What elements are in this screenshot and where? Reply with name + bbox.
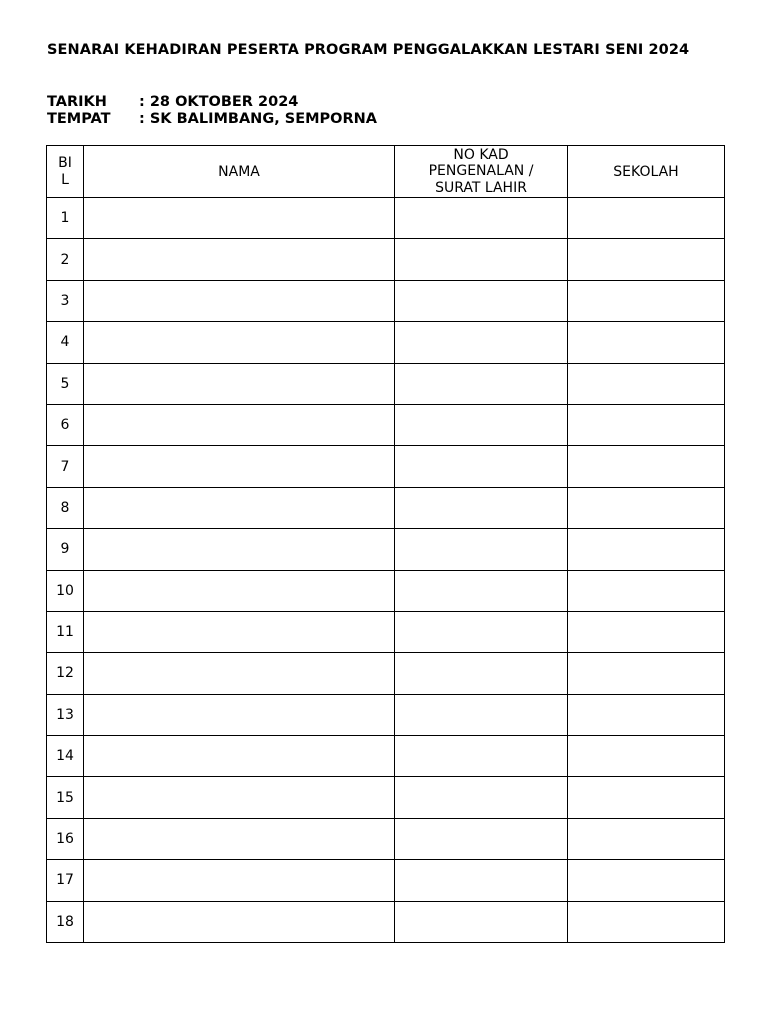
- cell-nama[interactable]: [84, 198, 395, 239]
- cell-ic[interactable]: [395, 860, 568, 901]
- cell-sekolah[interactable]: [568, 446, 725, 487]
- cell-nama[interactable]: [84, 611, 395, 652]
- date-label: TARIKH: [47, 94, 107, 110]
- cell-bil: 15: [47, 777, 84, 818]
- cell-ic[interactable]: [395, 363, 568, 404]
- cell-sekolah[interactable]: [568, 363, 725, 404]
- cell-sekolah[interactable]: [568, 901, 725, 942]
- cell-ic[interactable]: [395, 818, 568, 859]
- header-ic-label: NO KAD PENGENALAN / SURAT LAHIR: [428, 146, 534, 196]
- table-row: [47, 901, 725, 942]
- table-row: [47, 611, 725, 652]
- cell-nama[interactable]: [84, 570, 395, 611]
- table-row: [47, 818, 725, 859]
- cell-bil: 14: [47, 736, 84, 777]
- cell-ic[interactable]: [395, 239, 568, 280]
- cell-nama[interactable]: [84, 363, 395, 404]
- cell-sekolah[interactable]: [568, 239, 725, 280]
- table-row: [47, 653, 725, 694]
- table-row: [47, 736, 725, 777]
- cell-nama[interactable]: [84, 901, 395, 942]
- cell-ic[interactable]: [395, 198, 568, 239]
- place-label: TEMPAT: [47, 111, 111, 127]
- table-header-row: [47, 146, 725, 198]
- cell-bil: 13: [47, 694, 84, 735]
- cell-bil: 17: [47, 860, 84, 901]
- cell-sekolah[interactable]: [568, 322, 725, 363]
- cell-bil: 2: [47, 239, 84, 280]
- cell-bil: 8: [47, 487, 84, 528]
- cell-bil: 7: [47, 446, 84, 487]
- cell-nama[interactable]: [84, 404, 395, 445]
- cell-nama[interactable]: [84, 694, 395, 735]
- table-row: [47, 363, 725, 404]
- header-bil-label: BIL: [58, 154, 72, 188]
- table-row: [47, 239, 725, 280]
- cell-nama[interactable]: [84, 446, 395, 487]
- date-line: [47, 94, 298, 111]
- cell-bil: 12: [47, 653, 84, 694]
- cell-ic[interactable]: [395, 487, 568, 528]
- cell-sekolah[interactable]: [568, 818, 725, 859]
- table-row: [47, 529, 725, 570]
- cell-nama[interactable]: [84, 280, 395, 321]
- cell-ic[interactable]: [395, 446, 568, 487]
- cell-bil: 1: [47, 198, 84, 239]
- cell-bil: 11: [47, 611, 84, 652]
- cell-nama[interactable]: [84, 487, 395, 528]
- cell-sekolah[interactable]: [568, 570, 725, 611]
- cell-nama[interactable]: [84, 860, 395, 901]
- cell-nama[interactable]: [84, 736, 395, 777]
- cell-sekolah[interactable]: [568, 487, 725, 528]
- header-bil: [47, 146, 84, 198]
- header-nama: NAMA: [84, 146, 395, 198]
- cell-ic[interactable]: [395, 529, 568, 570]
- cell-ic[interactable]: [395, 777, 568, 818]
- cell-ic[interactable]: [395, 280, 568, 321]
- cell-bil: 3: [47, 280, 84, 321]
- cell-ic[interactable]: [395, 404, 568, 445]
- cell-sekolah[interactable]: [568, 694, 725, 735]
- cell-sekolah[interactable]: [568, 404, 725, 445]
- table-row: [47, 198, 725, 239]
- cell-nama[interactable]: [84, 529, 395, 570]
- cell-ic[interactable]: [395, 570, 568, 611]
- place-value: : SK BALIMBANG, SEMPORNA: [139, 111, 378, 127]
- table-row: [47, 570, 725, 611]
- cell-ic[interactable]: [395, 653, 568, 694]
- cell-sekolah[interactable]: [568, 529, 725, 570]
- cell-sekolah[interactable]: [568, 611, 725, 652]
- cell-sekolah[interactable]: [568, 653, 725, 694]
- cell-ic[interactable]: [395, 694, 568, 735]
- cell-nama[interactable]: [84, 777, 395, 818]
- table-row: [47, 280, 725, 321]
- document-title: SENARAI KEHADIRAN PESERTA PROGRAM PENGGALAKKAN LESTARI SENI 2024: [47, 42, 690, 58]
- cell-bil: 4: [47, 322, 84, 363]
- cell-bil: 9: [47, 529, 84, 570]
- cell-ic[interactable]: [395, 322, 568, 363]
- table-row: [47, 777, 725, 818]
- cell-ic[interactable]: [395, 736, 568, 777]
- attendance-table: [46, 145, 725, 943]
- date-value: : 28 OKTOBER 2024: [139, 94, 299, 110]
- cell-bil: 18: [47, 901, 84, 942]
- cell-ic[interactable]: [395, 901, 568, 942]
- table-body: [47, 198, 725, 943]
- table-row: [47, 404, 725, 445]
- cell-bil: 5: [47, 363, 84, 404]
- place-line: [47, 111, 377, 128]
- cell-bil: 6: [47, 404, 84, 445]
- cell-sekolah[interactable]: [568, 860, 725, 901]
- cell-nama[interactable]: [84, 322, 395, 363]
- table-row: [47, 694, 725, 735]
- cell-sekolah[interactable]: [568, 280, 725, 321]
- header-sekolah: SEKOLAH: [568, 146, 725, 198]
- cell-sekolah[interactable]: [568, 777, 725, 818]
- table-row: [47, 322, 725, 363]
- table-row: [47, 446, 725, 487]
- cell-bil: 16: [47, 818, 84, 859]
- cell-nama[interactable]: [84, 653, 395, 694]
- table-row: [47, 860, 725, 901]
- cell-bil: 10: [47, 570, 84, 611]
- cell-ic[interactable]: [395, 611, 568, 652]
- cell-sekolah[interactable]: [568, 736, 725, 777]
- header-ic: [395, 146, 568, 198]
- cell-nama[interactable]: [84, 239, 395, 280]
- cell-nama[interactable]: [84, 818, 395, 859]
- table-row: [47, 487, 725, 528]
- cell-sekolah[interactable]: [568, 198, 725, 239]
